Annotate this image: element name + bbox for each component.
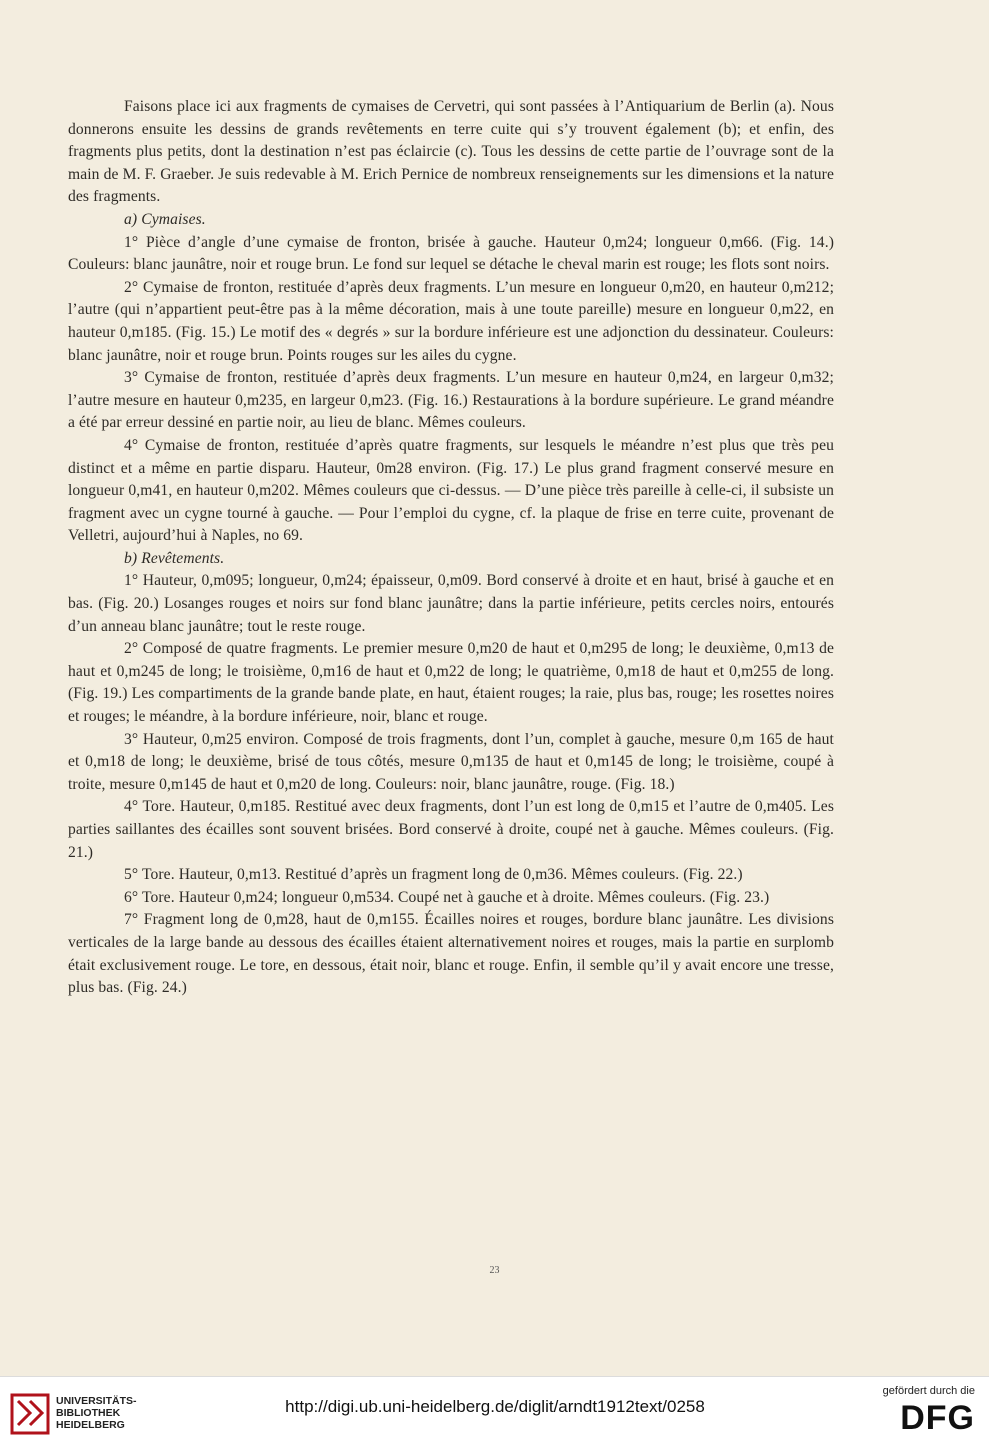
library-name-line-2: BIBLIOTHEK <box>56 1407 121 1419</box>
section-heading: a) Cymaises. <box>124 210 206 228</box>
paragraph: 7° Fragment long de 0,m28, haut de 0,m155. Écailles noires et rouges, bordure blanc jaunâtre. Les divisions verticales de la large bande au dessous des écailles étaient alternativement noires et rouges, mais la partie en surplomb était exclusivement rouge. Le tore, en dessous, était noir, blanc et rouge. Enfin, il semble qu’il y avait encore une tresse, plus bas. (Fig. 24.) <box>68 911 834 997</box>
paragraph: 2° Cymaise de fronton, restituée d’après deux fragments. L’un mesure en longueur 0,m20, en hauteur 0,m212; l’autre (qui n’appartient peut-être pas à la même décoration, mais à une toute pareille) mesure en longueur 0,m22, en hauteur 0,m185. (Fig. 15.) Le motif des « degrés » sur la bordure inférieure est une adjonction du dessinateur. Couleurs: blanc jaunâtre, noir et rouge brun. Points rouges sur les ailes du cygne. <box>68 278 834 364</box>
library-name-line-1: UNIVERSITÄTS- <box>56 1395 137 1407</box>
paragraph: 3° Hauteur, 0,m25 environ. Composé de trois fragments, dont l’un, complet à gauche, mesure 0,m 165 de haut et 0,m18 de long; le deuxième, brisé de tous côtés, mesure 0,m135 de haut et 0,m145 de long; le troisième, coupé à troite, mesure 0,m145 de haut et 0,m20 de long. Couleurs: noir, blanc jaunâtre, rouge. (Fig. 18.) <box>68 730 834 793</box>
section-heading: b) Revêtements. <box>124 549 225 567</box>
library-logo[interactable] <box>10 1391 140 1437</box>
body-text <box>68 96 834 1000</box>
paragraph: 3° Cymaise de fronton, restituée d’après deux fragments. L’un mesure en hauteur 0,m24, en largeur 0,m32; l’autre mesure en hauteur 0,m235, en largeur 0,m23. (Fig. 16.) Restaurations à la bordure supérieure. Le grand méandre a été par erreur dessiné en partie noir, au lieu de blanc. Mêmes couleurs. <box>68 369 834 432</box>
library-seal-icon <box>10 1391 52 1437</box>
funding-caption: gefördert durch die <box>882 1385 975 1397</box>
dfg-logo[interactable] <box>865 1385 975 1443</box>
permalink-url[interactable]: http://digi.ub.uni-heidelberg.de/diglit/arndt1912text/0258 <box>285 1397 705 1416</box>
paragraph: 5° Tore. Hauteur, 0,m13. Restitué d’après un fragment long de 0,m36. Mêmes couleurs. (Fig. 22.) <box>124 866 743 884</box>
page-number: 23 <box>489 1265 500 1276</box>
paragraph: 2° Composé de quatre fragments. Le premier mesure 0,m20 de haut et 0,m295 de long; le deuxième, 0,m13 de haut et 0,m245 de long; le troisième, 0,m16 de haut et 0,m22 de long; le quatrième, 0,m18 de haut et 0,m255 de long. (Fig. 19.) Les compartiments de la grande bande plate, en haut, étaient rouges; la raie, plus bas, rouge; les rosettes noires et rouges; le méandre, à la bordure inférieure, noir, blanc et rouge. <box>68 640 834 726</box>
paragraph: Faisons place ici aux fragments de cymaises de Cervetri, qui sont passées à l’Antiquarium de Berlin (a). Nous donnerons ensuite les dessins de grands revêtements en terre cuite qui s’y trouvent également (b); et enfin, des fragments plus petits, dont la destination n’est pas éclaircie (c). Tous les dessins de cette partie de l’ouvrage sont de la main de M. F. Graeber. Je suis redevable à M. Erich Pernice de nombreux renseignements sur les dimensions et la nature des fragments. <box>68 98 834 206</box>
library-name-line-3: HEIDELBERG <box>56 1419 125 1431</box>
paragraph: 1° Pièce d’angle d’une cymaise de fronton, brisée à gauche. Hauteur 0,m24; longueur 0,m66. (Fig. 14.) Couleurs: blanc jaunâtre, noir et rouge brun. Le fond sur lequel se détache le cheval marin est rouge; les flots sont noirs. <box>68 233 834 274</box>
footer-bar <box>0 1376 989 1449</box>
dfg-wordmark: DFG <box>900 1399 975 1437</box>
paragraph: 4° Tore. Hauteur, 0,m185. Restitué avec deux fragments, dont l’un est long de 0,m15 et l’autre de 0,m405. Les parties saillantes des écailles sont souvent brisées. Bord conservé à droite, coupé net à gauche. Mêmes couleurs. (Fig. 21.) <box>68 798 834 861</box>
paragraph: 6° Tore. Hauteur 0,m24; longueur 0,m534. Coupé net à gauche et à droite. Mêmes couleurs. (Fig. 23.) <box>124 888 770 906</box>
paragraph: 1° Hauteur, 0,m095; longueur, 0,m24; épaisseur, 0,m09. Bord conservé à droite et en haut, brisé à gauche et en bas. (Fig. 20.) Losanges rouges et noirs sur fond blanc jaunâtre; dans la partie inférieure, petits cercles noirs, entourés d’un anneau blanc jaunâtre; tout le reste rouge. <box>68 572 834 635</box>
paragraph: 4° Cymaise de fronton, restituée d’après quatre fragments, sur lesquels le méandre n’est plus que très peu distinct et a même en partie disparu. Hauteur, 0m28 environ. (Fig. 17.) Le plus grand fragment conservé mesure en longueur 0,m41, en hauteur 0,m202. Mêmes couleurs que ci-dessus. — D’une pièce très pareille à celle-ci, il subsiste un fragment avec un cygne tourné à gauche. — Pour l’emploi du cygne, cf. la plaque de frise en terre cuite, provenant de Velletri, aujourd’hui à Naples, no 69. <box>68 436 834 545</box>
